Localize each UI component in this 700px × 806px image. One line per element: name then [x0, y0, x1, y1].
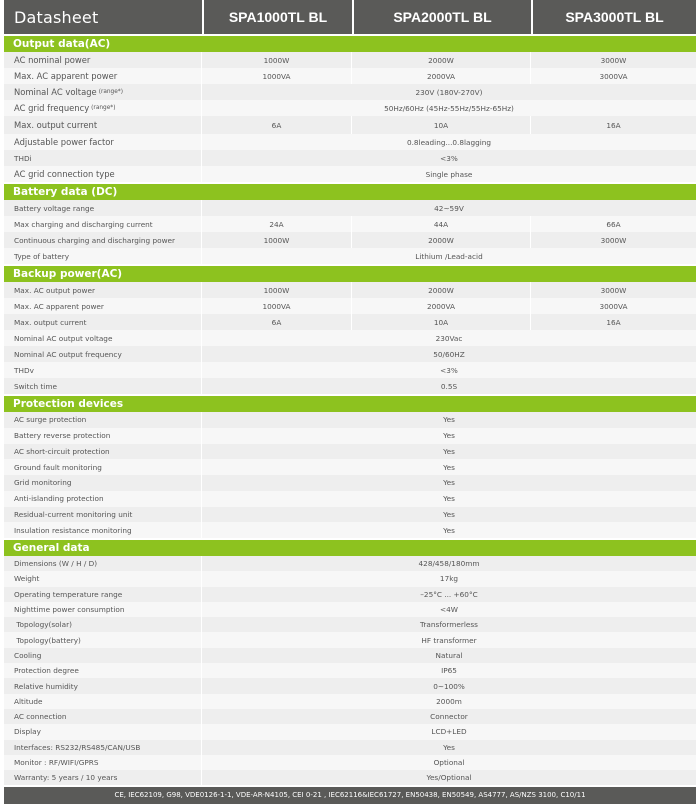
- row-label: Ground fault monitoring: [4, 459, 202, 475]
- table-row: [4, 282, 696, 298]
- value-spa1000: 1000W: [202, 52, 352, 68]
- value-all-models: HF transformer: [421, 635, 477, 645]
- row-label: Insulation resistance monitoring: [4, 522, 202, 538]
- value-spa1000: 6A: [202, 116, 352, 134]
- row-label: Interfaces: RS232/RS485/CAN/USB: [4, 740, 202, 755]
- value-spa3000: 3000W: [600, 235, 627, 245]
- datasheet-title: Datasheet: [4, 0, 202, 34]
- datasheet-table: [4, 0, 696, 804]
- table-row: [4, 248, 696, 264]
- value-spa2000: 2000W: [352, 232, 531, 248]
- row-label: Type of battery: [4, 248, 202, 264]
- certifications-footer: CE, IEC62109, G98, VDE0126-1-1, VDE-AR-N4105, CEI 0-21 , IEC62116&IEC61727, EN50438, EN50549, AS4777, AS/NZS 3100, C10/11: [4, 787, 696, 804]
- row-label: Max charging and discharging current: [4, 216, 202, 232]
- value-all-models: Yes: [443, 478, 455, 488]
- value-spa3000: 66A: [606, 219, 621, 229]
- row-label: AC nominal power: [4, 52, 202, 68]
- value-all-models: 17kg: [439, 574, 459, 584]
- row-label: AC short-circuit protection: [4, 444, 202, 460]
- value-spa1000: 1000W: [202, 282, 352, 298]
- model-header-spa3000: SPA3000TL BL: [531, 0, 696, 34]
- value-all-models: Lithium /Lead-acid: [415, 251, 483, 261]
- value-all-models: 0.5S: [440, 381, 458, 391]
- row-label: AC grid connection type: [4, 166, 202, 182]
- value-all-models: 50/60HZ: [433, 349, 465, 359]
- value-spa3000: 3000W: [600, 285, 627, 295]
- table-row: [4, 755, 696, 770]
- section-general-data: General data: [4, 540, 696, 556]
- battery-data-rows: [4, 200, 696, 264]
- section-backup-power: Backup power(AC): [4, 266, 696, 282]
- section-output-data: Output data(AC): [4, 36, 696, 52]
- value-spa1000: 24A: [202, 216, 352, 232]
- value-spa1000: 1000VA: [202, 68, 352, 84]
- output-data-rows: [4, 52, 696, 182]
- value-all-models: Single phase: [425, 169, 473, 179]
- value-all-models: Optional: [433, 758, 465, 767]
- table-row: [4, 587, 696, 602]
- row-label: Cooling: [4, 648, 202, 663]
- value-all-models: IP65: [441, 666, 457, 676]
- row-label: Switch time: [4, 378, 202, 394]
- value-all-models: 2000m: [436, 696, 462, 706]
- row-label: Monitor : RF/WIFI/GPRS: [4, 755, 202, 770]
- value-all-models: <4W: [440, 605, 458, 615]
- table-row: [4, 100, 696, 116]
- value-spa2000: 2000VA: [352, 298, 531, 314]
- value-all-models: 428/458/180mm: [418, 559, 480, 569]
- table-row: [4, 412, 696, 428]
- value-all-models: Yes: [443, 462, 455, 472]
- row-label: Warranty: 5 years / 10 years: [4, 770, 202, 785]
- table-row: [4, 378, 696, 394]
- value-all-models: Connector: [430, 712, 468, 722]
- row-label: Residual-current monitoring unit: [4, 507, 202, 523]
- table-row: [4, 314, 696, 330]
- row-label: Nighttime power consumption: [4, 602, 202, 617]
- protection-devices-rows: [4, 412, 696, 538]
- row-label: Topology(solar): [4, 617, 202, 632]
- table-row: [4, 232, 696, 248]
- row-label: Battery reverse protection: [4, 428, 202, 444]
- section-protection-devices: Protection devices: [4, 396, 696, 412]
- table-row: [4, 663, 696, 678]
- row-label: Max. AC apparent power: [4, 68, 202, 84]
- value-all-models: Yes: [443, 494, 455, 504]
- value-all-models: 0.8leading...0.8lagging: [406, 137, 492, 147]
- table-row: [4, 84, 696, 100]
- table-row: [4, 632, 696, 647]
- table-row: [4, 150, 696, 166]
- table-row: [4, 694, 696, 709]
- row-label: Adjustable power factor: [4, 134, 202, 150]
- table-row: [4, 68, 696, 84]
- table-row: [4, 678, 696, 693]
- row-label: [4, 84, 202, 100]
- value-spa2000: 10A: [352, 314, 531, 330]
- value-all-models: 0~100%: [433, 681, 465, 691]
- table-row: [4, 459, 696, 475]
- model-header-spa2000: SPA2000TL BL: [352, 0, 531, 34]
- value-spa3000: 3000W: [600, 55, 627, 65]
- row-label: AC surge protection: [4, 412, 202, 428]
- value-all-models: 230Vac: [435, 333, 463, 343]
- table-row: [4, 617, 696, 632]
- value-spa3000: 3000VA: [599, 71, 628, 81]
- value-all-models: Yes: [443, 431, 455, 441]
- section-battery-data: Battery data (DC): [4, 184, 696, 200]
- value-all-models: Yes: [443, 525, 455, 535]
- value-all-models: 50Hz/60Hz (45Hz-55Hz/55Hz-65Hz): [384, 103, 514, 113]
- value-all-models: 42~59V: [434, 203, 464, 213]
- row-label: THDi: [4, 150, 202, 166]
- table-row: [4, 200, 696, 216]
- value-all-models: –25°C ... +60°C: [420, 589, 478, 599]
- row-label: Display: [4, 724, 202, 739]
- table-row: [4, 724, 696, 739]
- row-label: Protection degree: [4, 663, 202, 678]
- table-row: [4, 116, 696, 134]
- table-row: [4, 166, 696, 182]
- table-row: [4, 602, 696, 617]
- value-all-models: Transformerless: [420, 620, 478, 630]
- table-row: [4, 522, 696, 538]
- row-label: [4, 100, 202, 116]
- row-label: Anti-islanding protection: [4, 491, 202, 507]
- row-label: Nominal AC output frequency: [4, 346, 202, 362]
- table-row: [4, 507, 696, 523]
- value-all-models: Yes: [443, 742, 455, 752]
- table-row: [4, 475, 696, 491]
- row-label-text: Nominal AC voltage: [14, 87, 97, 97]
- row-label-text: AC grid frequency: [14, 103, 90, 113]
- row-label: Battery voltage range: [4, 200, 202, 216]
- table-row: [4, 216, 696, 232]
- row-label: Altitude: [4, 694, 202, 709]
- table-row: [4, 556, 696, 571]
- value-all-models: <3%: [440, 365, 458, 375]
- row-label: THDv: [4, 362, 202, 378]
- table-row: [4, 52, 696, 68]
- row-label: Continuous charging and discharging power: [4, 232, 202, 248]
- table-row: [4, 648, 696, 663]
- value-spa2000: 2000W: [352, 52, 531, 68]
- value-spa2000: 2000W: [352, 282, 531, 298]
- table-row: [4, 491, 696, 507]
- value-spa3000: 16A: [606, 317, 621, 327]
- table-row: [4, 134, 696, 150]
- value-spa1000: 1000VA: [202, 298, 352, 314]
- value-all-models: 230V (180V-270V): [415, 87, 483, 97]
- value-all-models: Natural: [435, 650, 463, 660]
- table-row: [4, 571, 696, 586]
- table-row: [4, 428, 696, 444]
- row-label: AC connection: [4, 709, 202, 724]
- backup-power-rows: [4, 282, 696, 394]
- value-spa1000: 6A: [202, 314, 352, 330]
- row-label-note: (range*): [91, 105, 116, 111]
- table-row: [4, 709, 696, 724]
- value-all-models: Yes: [443, 446, 455, 456]
- row-label: Operating temperature range: [4, 587, 202, 602]
- value-spa2000: 10A: [352, 116, 531, 134]
- table-row: [4, 770, 696, 785]
- table-row: [4, 362, 696, 378]
- value-all-models: LCD+LED: [431, 727, 467, 737]
- value-spa1000: 1000W: [202, 232, 352, 248]
- row-label: Topology(battery): [4, 632, 202, 647]
- row-label: Dimensions (W / H / D): [4, 556, 202, 571]
- row-label: Max. output current: [4, 314, 202, 330]
- value-spa2000: 2000VA: [352, 68, 531, 84]
- row-label-note: (range*): [98, 89, 123, 95]
- table-header: [4, 0, 696, 34]
- row-label: Relative humidity: [4, 678, 202, 693]
- table-row: [4, 346, 696, 362]
- value-spa3000: 16A: [606, 120, 621, 130]
- row-label: Max. AC apparent power: [4, 298, 202, 314]
- table-row: [4, 330, 696, 346]
- row-label: Max. output current: [4, 116, 202, 134]
- model-header-spa1000: SPA1000TL BL: [202, 0, 352, 34]
- value-spa2000: 44A: [352, 216, 531, 232]
- value-all-models: Yes: [443, 415, 455, 425]
- value-all-models: <3%: [440, 153, 458, 163]
- general-data-rows: [4, 556, 696, 785]
- row-label: Grid monitoring: [4, 475, 202, 491]
- value-all-models: Yes: [443, 509, 455, 519]
- table-row: [4, 298, 696, 314]
- table-row: [4, 444, 696, 460]
- row-label: Nominal AC output voltage: [4, 330, 202, 346]
- value-all-models: Yes/Optional: [426, 773, 472, 783]
- table-row: [4, 740, 696, 755]
- row-label: Max. AC output power: [4, 282, 202, 298]
- value-spa3000: 3000VA: [599, 301, 628, 311]
- row-label: Weight: [4, 571, 202, 586]
